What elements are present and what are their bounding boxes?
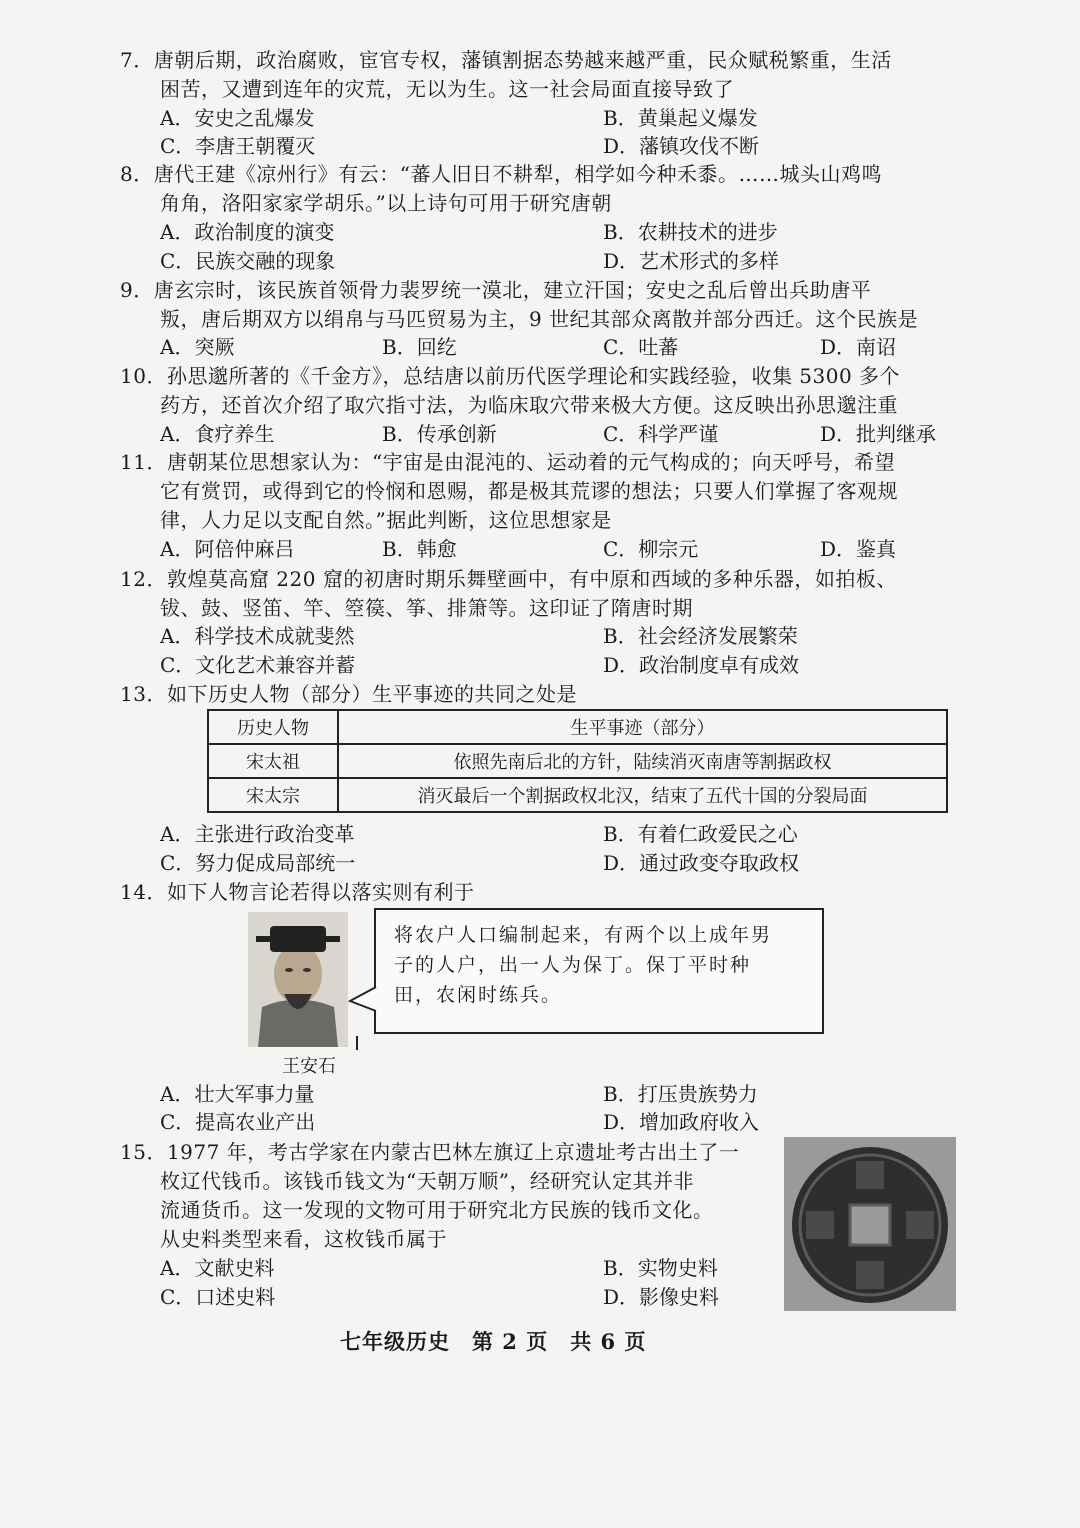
q11-stem-line-3: 律，人力足以支配自然。”据此判断，这位思想家是	[160, 508, 612, 532]
q10-option-c: C．科学严谨	[603, 422, 719, 446]
q12-option-d: D．政治制度卓有成效	[603, 653, 800, 677]
wang-anshi-portrait	[248, 912, 348, 1047]
q8-stem-line-1: 8．唐代王建《凉州行》有云：“蕃人旧日不耕犁，相学如今种禾黍。……城头山鸡鸣	[120, 162, 882, 186]
q9-option-b: B．回纥	[382, 335, 457, 359]
q11-stem-line-2: 它有赏罚，或得到它的怜悯和恩赐，都是极其荒谬的想法；只要人们掌握了客观规	[160, 479, 898, 503]
q8-stem-line-2: 角角，洛阳家家学胡乐。”以上诗句可用于研究唐朝	[160, 191, 612, 215]
q13-option-d: D．通过政变夺取政权	[603, 851, 800, 875]
q7-stem-line-2: 困苦，又遭到连年的灾荒，无以为生。这一社会局面直接导致了	[160, 77, 734, 101]
page-footer: 七年级历史 第 2 页 共 6 页	[340, 1329, 647, 1354]
q15-option-b: B．实物史料	[603, 1256, 718, 1280]
portrait-caption: 王安石	[282, 1056, 336, 1077]
table-header-row	[208, 710, 947, 744]
q14-option-a: A．壮大军事力量	[160, 1082, 315, 1106]
q15-option-d: D．影像史料	[603, 1285, 720, 1309]
q12-stem-line-2: 钹、鼓、竖笛、竿、箜篌、筝、排箫等。这印证了隋唐时期	[160, 596, 693, 620]
q14-option-b: B．打压贵族势力	[603, 1082, 758, 1106]
q8-option-c: C．民族交融的现象	[160, 249, 336, 273]
q12-option-c: C．文化艺术兼容并蓄	[160, 653, 356, 677]
table-row	[208, 778, 947, 812]
q11-stem-line-1: 11．唐朝某位思想家认为：“宇宙是由混沌的、运动着的元气构成的；向天呼号，希望	[120, 450, 896, 474]
q9-option-d: D．南诏	[820, 335, 897, 359]
q13-stem-line-1: 13．如下历史人物（部分）生平事迹的共同之处是	[120, 682, 577, 706]
q7-option-c: C．李唐王朝覆灭	[160, 134, 316, 158]
q12-option-b: B．社会经济发展繁荣	[603, 624, 798, 648]
q10-stem-line-2: 药方，还首次介绍了取穴指寸法，为临床取穴带来极大方便。这反映出孙思邈注重	[160, 393, 898, 417]
q15-stem-line-2: 枚辽代钱币。该钱币钱文为“天朝万顺”，经研究认定其并非	[160, 1169, 694, 1193]
speech-line-1: 将农户人口编制起来，有两个以上成年男	[394, 924, 773, 946]
q13-option-b: B．有着仁政爱民之心	[603, 822, 798, 846]
q15-option-c: C．口述史料	[160, 1285, 276, 1309]
q8-option-a: A．政治制度的演变	[160, 220, 335, 244]
q11-option-d: D．鉴真	[820, 537, 897, 561]
q11-option-c: C．柳宗元	[603, 537, 699, 561]
q9-stem-line-2: 叛，唐后期双方以绢帛与马匹贸易为主，9 世纪其部众离散并部分西迁。这个民族是	[160, 307, 919, 331]
q13-life-table	[207, 709, 948, 813]
q8-option-d: D．艺术形式的多样	[603, 249, 780, 273]
table-row	[208, 744, 947, 778]
table-header-person: 历史人物	[208, 710, 338, 744]
q7-option-d: D．藩镇攻伐不断	[603, 134, 760, 158]
q12-option-a: A．科学技术成就斐然	[160, 624, 355, 648]
table-cell-person: 宋太宗	[208, 778, 338, 812]
q15-stem-line-4: 从史料类型来看，这枚钱币属于	[160, 1227, 447, 1251]
divider-tick	[356, 1036, 358, 1050]
q8-option-b: B．农耕技术的进步	[603, 220, 778, 244]
liao-coin-photo	[784, 1137, 956, 1311]
speech-bubble	[374, 908, 824, 1034]
q10-option-a: A．食疗养生	[160, 422, 275, 446]
table-cell-person: 宋太祖	[208, 744, 338, 778]
q13-option-c: C．努力促成局部统一	[160, 851, 356, 875]
q15-option-a: A．文献史料	[160, 1256, 275, 1280]
q10-option-d: D．批判继承	[820, 422, 937, 446]
q10-stem-line-1: 10．孙思邈所著的《千金方》，总结唐以前历代医学理论和实践经验，收集 5300 多个	[120, 364, 901, 388]
q13-option-a: A．主张进行政治变革	[160, 822, 355, 846]
table-cell-deeds: 依照先南后北的方针，陆续消灭南唐等割据政权	[338, 744, 947, 778]
q7-option-a: A．安史之乱爆发	[160, 106, 315, 130]
q15-stem-line-3: 流通货币。这一发现的文物可用于研究北方民族的钱币文化。	[160, 1198, 714, 1222]
table-header-deeds: 生平事迹（部分）	[338, 710, 947, 744]
q9-option-c: C．吐蕃	[603, 335, 679, 359]
q11-option-a: A．阿倍仲麻吕	[160, 537, 295, 561]
q14-option-d: D．增加政府收入	[603, 1110, 760, 1134]
speech-line-2: 子的人户，出一人为保丁。保丁平时种	[394, 954, 752, 976]
q14-option-c: C．提高农业产出	[160, 1110, 316, 1134]
q15-stem-line-1: 15．1977 年，考古学家在内蒙古巴林左旗辽上京遗址考古出土了一	[120, 1140, 740, 1164]
q11-option-b: B．韩愈	[382, 537, 457, 561]
q12-stem-line-1: 12．敦煌莫高窟 220 窟的初唐时期乐舞壁画中，有中原和西域的多种乐器，如拍板、	[120, 567, 897, 591]
q9-stem-line-1: 9．唐玄宗时，该民族首领骨力裴罗统一漠北，建立汗国；安史之乱后曾出兵助唐平	[120, 278, 872, 302]
q7-option-b: B．黄巢起义爆发	[603, 106, 758, 130]
speech-line-3: 田，农闲时练兵。	[394, 984, 563, 1006]
table-cell-deeds: 消灭最后一个割据政权北汉，结束了五代十国的分裂局面	[338, 778, 947, 812]
q9-option-a: A．突厥	[160, 335, 235, 359]
speech-bubble-tail	[348, 985, 378, 1015]
q14-stem-line-1: 14．如下人物言论若得以落实则有利于	[120, 880, 475, 904]
q7-stem-line-1: 7．唐朝后期，政治腐败，宦官专权，藩镇割据态势越来越严重，民众赋税繁重，生活	[120, 48, 892, 72]
q10-option-b: B．传承创新	[382, 422, 497, 446]
